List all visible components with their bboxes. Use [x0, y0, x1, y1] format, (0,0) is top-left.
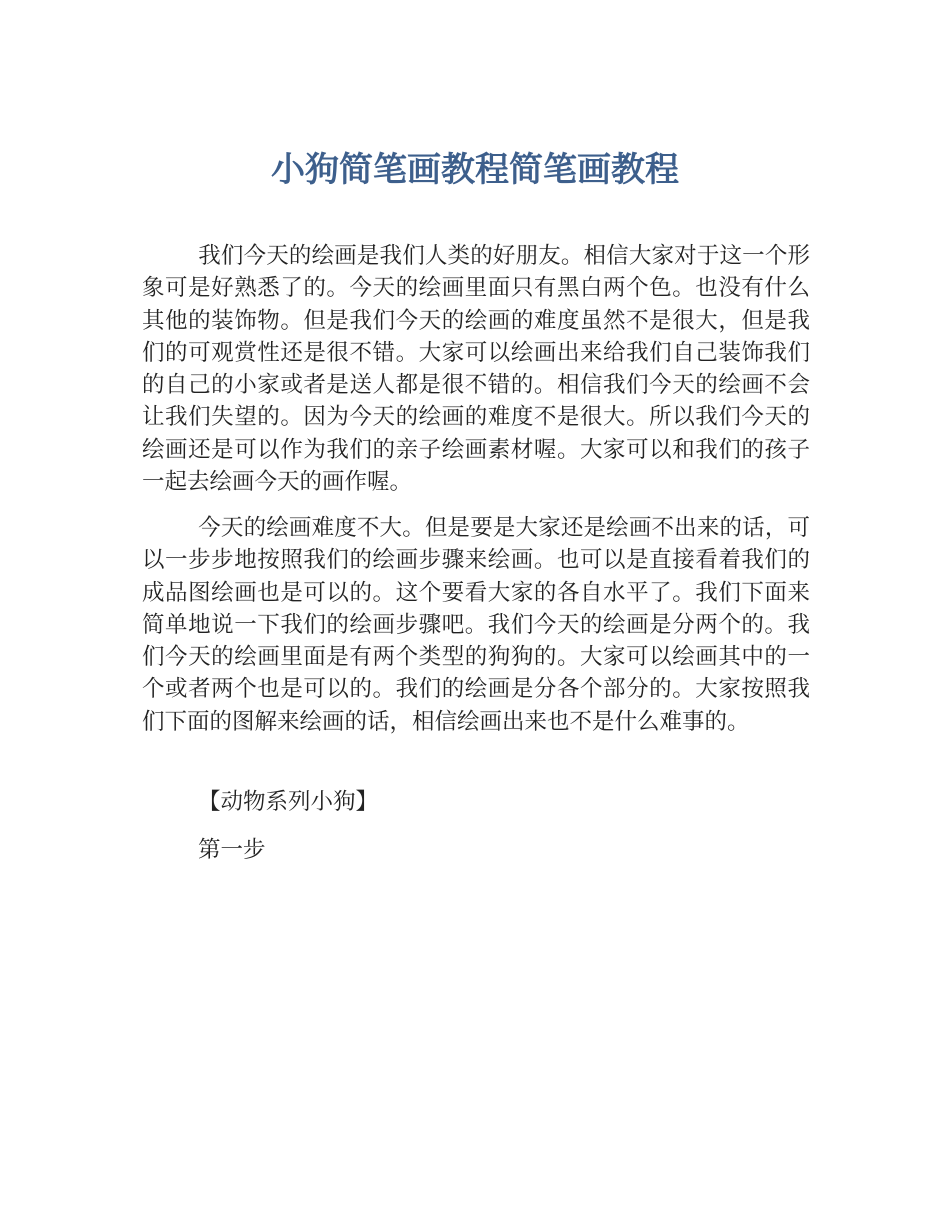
- document-title: 小狗简笔画教程简笔画教程: [271, 150, 679, 190]
- step-label: 第一步: [198, 837, 266, 863]
- body-paragraph-2: [142, 512, 810, 738]
- body-paragraph-1: [142, 240, 810, 498]
- paragraph-text: 我们今天的绘画是我们人类的好朋友。相信大家对于这一个形象可是好熟悉了的。今天的绘画里面只有黑白两个色。也没有什么其他的装饰物。但是我们今天的绘画的难度虽然不是很大，但是我们的可观赏性还是很不错。大家可以绘画出来给我们自己装饰我们的自己的小家或者是送人都是很不错的。相信我们今天的绘画不会让我们失望的。因为今天的绘画的难度不是很大。所以我们今天的绘画还是可以作为我们的亲子绘画素材喔。大家可以和我们的孩子一起去绘画今天的画作喔。: [142, 243, 810, 496]
- paragraph-text: 今天的绘画难度不大。但是要是大家还是绘画不出来的话，可以一步步地按照我们的绘画步骤来绘画。也可以是直接看着我们的成品图绘画也是可以的。这个要看大家的各自水平了。我们下面来简单地说一下我们的绘画步骤吧。我们今天的绘画是分两个的。我们今天的绘画里面是有两个类型的狗狗的。大家可以绘画其中的一个或者两个也是可以的。我们的绘画是分各个部分的。大家按照我们下面的图解来绘画的话，相信绘画出来也不是什么难事的。: [142, 515, 810, 735]
- section-heading: 【动物系列小狗】: [198, 789, 379, 815]
